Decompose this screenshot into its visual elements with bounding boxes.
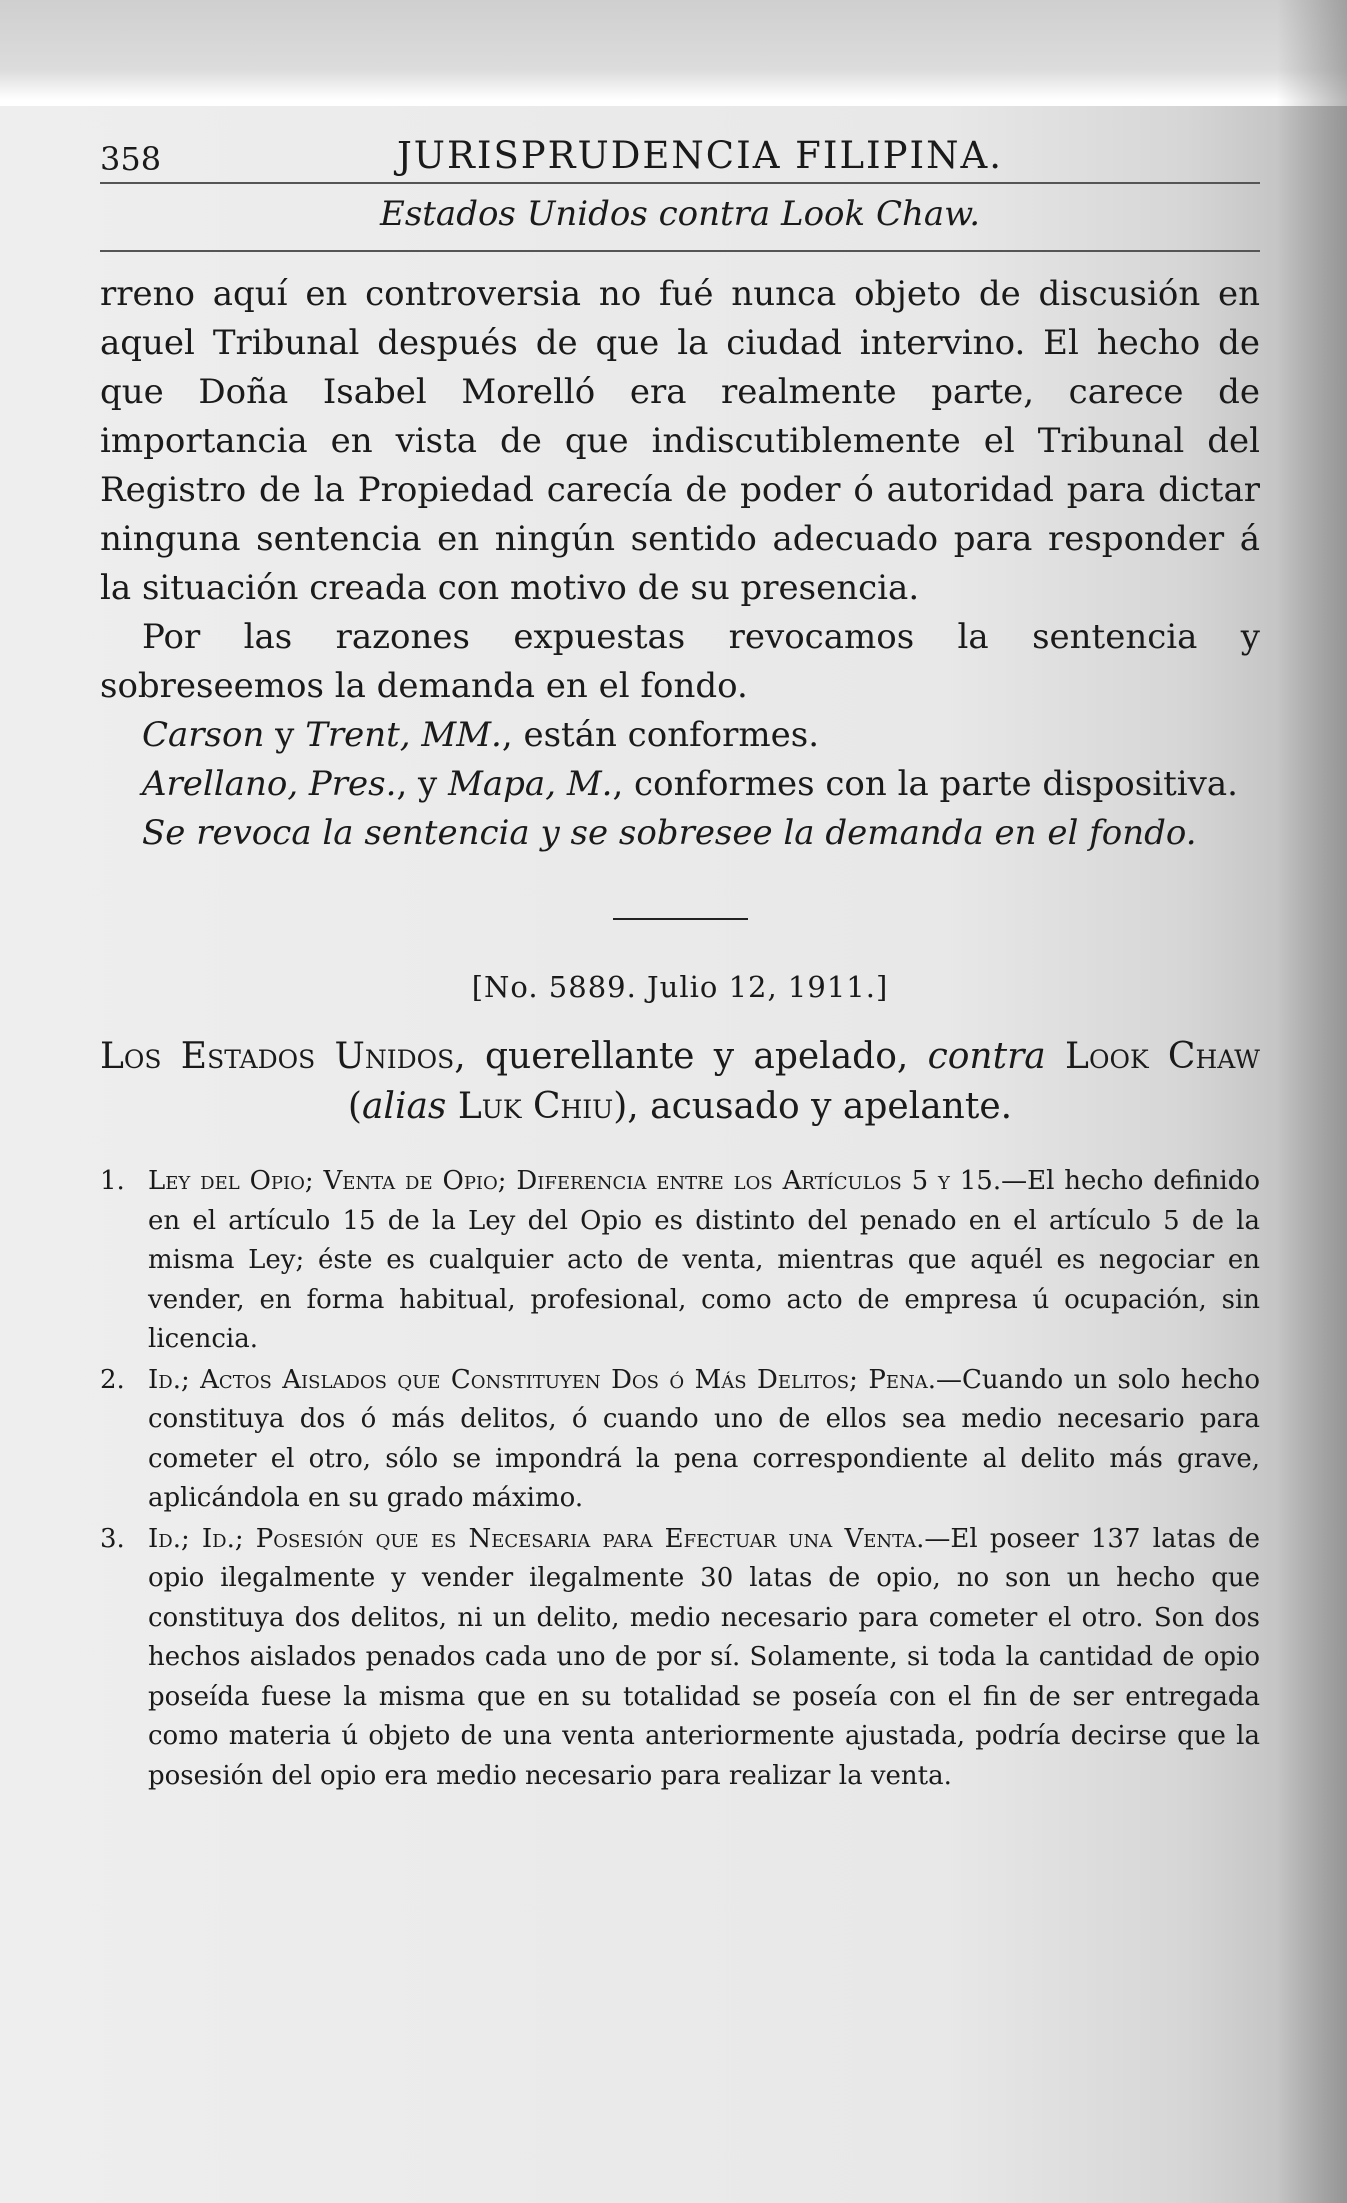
section-separator bbox=[613, 918, 748, 920]
syllabus-heading: Id.; Actos Aislados que Constituyen Dos ó Más Delitos; Pena. bbox=[148, 1364, 936, 1395]
docket-line: [No. 5889. Julio 12, 1911.] bbox=[471, 970, 889, 1004]
opinion-text bbox=[100, 270, 1260, 858]
syllabus-body bbox=[148, 1162, 1260, 1360]
concur2-sep: , y bbox=[396, 764, 449, 804]
concurrence-line-1 bbox=[100, 711, 1260, 760]
running-title: JURISPRUDENCIA FILIPINA. bbox=[396, 134, 1004, 177]
header-rule-bottom bbox=[100, 250, 1260, 252]
disposition: Se revoca la sentencia y se sobresee la demanda en el fondo. bbox=[142, 813, 1197, 853]
contra-label: contra bbox=[927, 1036, 1046, 1077]
concur2-rest: , conformes con la parte dispositiva. bbox=[612, 764, 1238, 804]
concur2-name-2: Mapa, M. bbox=[448, 764, 613, 804]
syllabus-body bbox=[148, 1520, 1260, 1797]
plaintiff: Los Estados Unidos bbox=[100, 1036, 455, 1077]
case-title: Estados Unidos contra Look Chaw. bbox=[380, 194, 980, 234]
defendant: Look Chaw bbox=[1065, 1036, 1260, 1077]
page-header bbox=[100, 120, 1260, 182]
concur-name-2: Trent, MM. bbox=[305, 715, 502, 755]
plaintiff-role: , querellante y apelado, bbox=[454, 1036, 928, 1077]
alias-name: Luk Chiu bbox=[457, 1086, 614, 1127]
page-content bbox=[100, 120, 1260, 1797]
syllabus-number: 1. bbox=[100, 1166, 125, 1196]
syllabus-number: 2. bbox=[100, 1364, 125, 1395]
concurrence-line-2 bbox=[100, 760, 1260, 809]
scan-binding-shadow bbox=[1277, 0, 1347, 2203]
syllabus-body bbox=[148, 1361, 1260, 1519]
syllabus-item bbox=[100, 1361, 1260, 1519]
syllabus-item bbox=[100, 1520, 1260, 1797]
alias-label: alias bbox=[361, 1086, 447, 1127]
alias-close: ), acusado y apelante. bbox=[613, 1086, 1013, 1127]
syllabus-heading: Id.; Id.; Posesión que es Necesaria para Efectuar una Venta. bbox=[148, 1523, 925, 1554]
paragraph-ruling: Por las razones expuestas revocamos la sentencia y sobreseemos la demanda en el fondo. bbox=[100, 617, 1260, 706]
syllabus-text: —El hecho definido en el artículo 15 de la Ley del Opio es distinto del penado en el artículo 5 de la misma Ley; éste es cualquier acto de venta, mientras que aquél es negociar en vender, en forma habitual, profesional, como acto de empresa ú ocupación, sin licencia. bbox=[148, 1166, 1260, 1354]
syllabus-item bbox=[100, 1162, 1260, 1360]
page-number: 358 bbox=[100, 140, 162, 178]
syllabus-number: 3. bbox=[100, 1523, 125, 1554]
case-parties bbox=[100, 1032, 1260, 1132]
scan-top-margin bbox=[0, 0, 1347, 100]
alias-open: ( bbox=[347, 1086, 362, 1127]
syllabus-heading: Ley del Opio; Venta de Opio; Diferencia entre los Artículos 5 y 15. bbox=[148, 1166, 1002, 1196]
concur-rest: , están conformes. bbox=[501, 715, 820, 755]
scan-top-edge bbox=[0, 100, 1347, 106]
syllabus-text: —Cuando un solo hecho constituya dos ó más delitos, ó cuando uno de ellos sea medio necesario para cometer el otro, sólo se impondrá la pena correspondiente al delito más grave, aplicándola en su grado máximo. bbox=[148, 1364, 1260, 1513]
syllabus bbox=[100, 1162, 1260, 1796]
concur-name-1: Carson bbox=[142, 715, 265, 755]
concur-and: y bbox=[264, 715, 306, 755]
syllabus-text: —El poseer 137 latas de opio ilegalmente y vender ilegalmente 30 latas de opio, no son un hecho que constituya dos delitos, ni un delito, medio necesario para cometer el otro. Son dos hechos aislados penados cada uno de por sí. Solamente, si toda la cantidad de opio poseída fuese la misma que en su totalidad se poseía con el fin de ser entregada como materia ú objeto de una venta anteriormente ajustada, podría decirse que la posesión del opio era medio necesario para realizar la venta. bbox=[148, 1523, 1260, 1791]
paragraph-continued: rreno aquí en controversia no fué nunca objeto de discusión en aquel Tribunal después de que la ciudad intervino. El hecho de que Doña Isabel Morelló era realmente parte, carece de importancia en vista de que indiscutiblemente el Tribunal del Registro de la Propiedad carecía de poder ó autoridad para dictar ninguna sentencia en ningún sentido adecuado para responder á la situación creada con motivo de su presencia. bbox=[100, 274, 1260, 608]
concur2-name-1: Arellano, Pres. bbox=[142, 764, 397, 804]
